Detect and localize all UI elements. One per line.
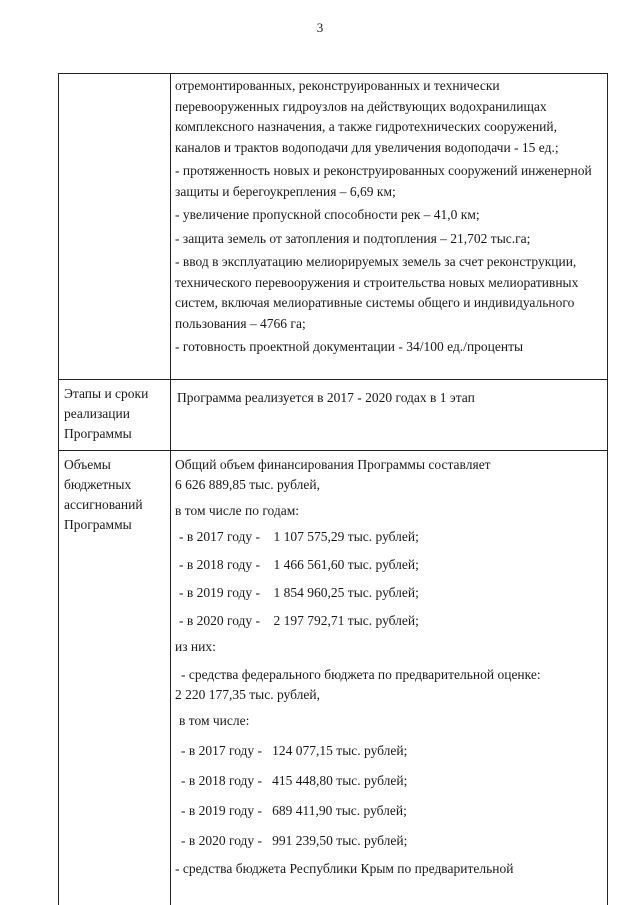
indicator-text: - ввод в эксплуатацию мелиорируемых земель за счет реконструкции, технического перевооружения и строительства новых мелиоративных систем, включая мелиоративные системы общего и индивидуального пользования – 4766 га; bbox=[175, 254, 579, 331]
table-row-budget bbox=[59, 450, 607, 905]
row-label-line: бюджетных bbox=[64, 477, 132, 492]
passport-table bbox=[58, 73, 608, 905]
indicator-text: отремонтированных, реконструированных и технически перевооруженных гидроузлов на действующих водохранилищах комплексного назначения, а также гидротехнических сооружений, каналов и трактов водоподачи для увеличения водоподачи - 15 ед.; bbox=[175, 78, 559, 155]
year-amount: - в 2020 году - 2 197 792,71 тыс. рублей; bbox=[179, 613, 419, 628]
federal-year-amount: - в 2019 году - 689 411,90 тыс. рублей; bbox=[181, 803, 407, 818]
federal-year-amount: - в 2018 году - 415 448,80 тыс. рублей; bbox=[181, 773, 408, 788]
crimea-budget-line: - средства бюджета Республики Крым по предварительной bbox=[175, 861, 514, 876]
stages-text: Программа реализуется в 2017 - 2020 годах в 1 этап bbox=[177, 390, 475, 405]
of-them-label: из них: bbox=[175, 639, 216, 654]
total-line: Общий объем финансирования Программы составляет bbox=[175, 457, 491, 472]
year-amount: - в 2017 году - 1 107 575,29 тыс. рублей; bbox=[179, 529, 419, 544]
by-years-intro: в том числе по годам: bbox=[175, 503, 300, 518]
page-number: 3 bbox=[316, 20, 324, 35]
row-label-line: ассигнований bbox=[64, 497, 143, 512]
table-row-indicators bbox=[59, 73, 607, 379]
year-amount: - в 2018 году - 1 466 561,60 тыс. рублей; bbox=[179, 557, 419, 572]
indicator-text: - готовность проектной документации - 34/100 ед./проценты bbox=[175, 339, 524, 354]
budget-cell bbox=[171, 451, 607, 905]
table-row-stages bbox=[59, 379, 607, 450]
row-label-cell bbox=[59, 451, 171, 905]
indicator-text: - защита земель от затопления и подтопления – 21,702 тыс.га; bbox=[175, 230, 531, 246]
including-label: в том числе: bbox=[179, 713, 250, 728]
row-label-line: Объемы bbox=[64, 457, 111, 472]
row-label-line: Программы bbox=[64, 426, 132, 441]
indicators-cell bbox=[171, 74, 607, 379]
year-amount: - в 2019 году - 1 854 960,25 тыс. рублей; bbox=[179, 585, 419, 600]
federal-budget-line: - средства федерального бюджета по предварительной оценке: bbox=[181, 667, 541, 682]
total-amount: 6 626 889,85 тыс. рублей, bbox=[175, 477, 320, 492]
row-label-cell bbox=[59, 380, 171, 450]
federal-budget-amount: 2 220 177,35 тыс. рублей, bbox=[175, 687, 320, 702]
federal-year-amount: - в 2020 году - 991 239,50 тыс. рублей; bbox=[181, 833, 408, 848]
federal-year-amount: - в 2017 году - 124 077,15 тыс. рублей; bbox=[181, 743, 408, 758]
row-label-line: Этапы и сроки bbox=[64, 386, 149, 401]
indicator-text: - протяженность новых и реконструированных сооружений инженерной защиты и берегоукрепления – 6,69 км; bbox=[175, 163, 592, 199]
stages-cell bbox=[171, 380, 607, 450]
row-label-line: Программы bbox=[64, 517, 132, 532]
indicator-text: - увеличение пропускной способности рек – 41,0 км; bbox=[175, 207, 480, 222]
row-label-cell bbox=[59, 74, 171, 379]
row-label-line: реализации bbox=[64, 406, 130, 421]
